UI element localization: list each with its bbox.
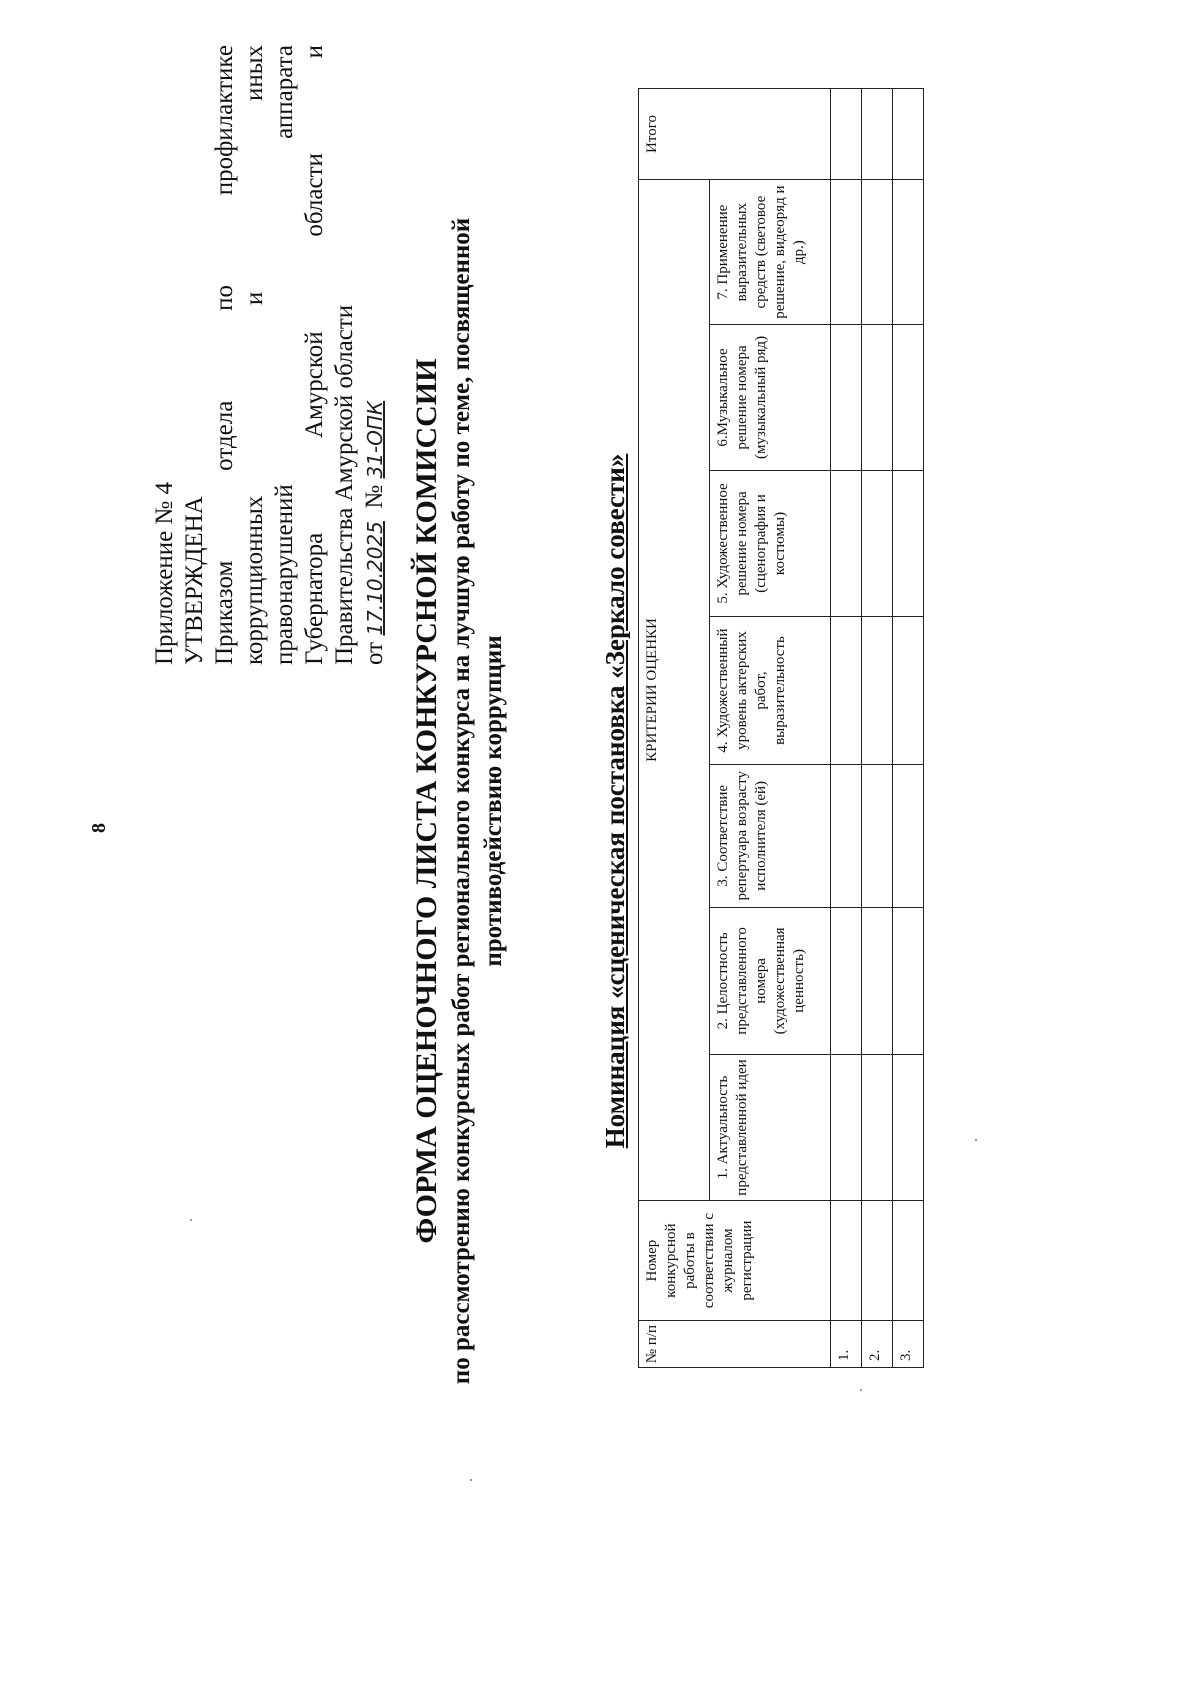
header-registration: Номер конкурсной работы в соответствии с журналом регистрации [639,1201,831,1321]
table-header-row [639,89,710,1368]
approval-line: Правительства Амурской области [331,304,358,665]
header-number: № п/п [639,1321,831,1368]
evaluation-table [638,88,924,1368]
approval-stamp-block [150,45,390,665]
empty-cell [893,470,924,617]
form-title: ФОРМА ОЦЕНОЧНОГО ЛИСТА КОНКУРСНОЙ КОМИССИИ [410,358,443,1244]
criterion-cell: 3. Соответствие репертуара возрасту исполнителя (ей) [710,764,831,907]
header-criteria: КРИТЕРИИ ОЦЕНКИ [639,179,710,1200]
empty-cell [893,764,924,907]
approval-line: Приказом отдела по профилактике [211,45,238,665]
empty-cell [862,907,893,1054]
empty-cell [862,1054,893,1200]
form-title-block [408,151,510,1451]
empty-cell [831,179,862,324]
criterion-cell: 7. Применение выразительных средств (световое решение, видеоряд и др.) [710,179,831,324]
empty-cell [862,325,893,470]
criterion-cell: 1. Актуальность представленной идеи [710,1054,831,1200]
empty-cell [893,89,924,180]
appendix-label: Приложение № 4 [151,481,178,665]
empty-cell [893,1201,924,1321]
approval-date-line [360,45,390,665]
empty-cell [831,325,862,470]
scan-speck [975,1139,977,1141]
form-subtitle-cont: противодействию коррупции [480,635,507,967]
approved-label: УТВЕРЖДЕНА [181,496,208,665]
empty-cell [893,179,924,324]
empty-cell [862,764,893,907]
handwritten-order-number: 31-ОПК [363,400,387,479]
table-criteria-row [710,89,831,1368]
empty-cell [831,1201,862,1321]
scan-speck [470,1479,472,1481]
empty-cell [831,89,862,180]
empty-cell [862,89,893,180]
approval-line: правонарушений аппарата [271,45,298,665]
criterion-cell: 4. Художественный уровень актерских работ, выразительность [710,617,831,764]
criterion-cell: 2. Целостность представленного номера (художественная ценность) [710,907,831,1054]
table-row [893,89,924,1368]
empty-cell [831,617,862,764]
empty-cell [893,1054,924,1200]
handwritten-date: 17.10.2025 [363,521,387,636]
approval-line: Губернатора Амурской области и [301,45,328,665]
number-prefix: № [361,484,388,509]
row-number: 3. [893,1321,924,1368]
empty-cell [893,325,924,470]
empty-cell [893,617,924,764]
header-total: Итого [639,89,831,180]
empty-cell [831,470,862,617]
date-prefix: от [361,641,388,665]
table-row [831,89,862,1368]
scan-speck [190,1219,192,1221]
form-subtitle: по рассмотрению конкурсных работ регионального конкурса на лучшую работу по теме, посвященной [448,217,475,1385]
empty-cell [893,907,924,1054]
empty-cell [831,907,862,1054]
scan-speck [860,1389,862,1391]
empty-cell [862,1201,893,1321]
empty-cell [862,179,893,324]
table-row [862,89,893,1368]
empty-cell [831,764,862,907]
approval-line: коррупционных и иных [241,45,268,665]
empty-cell [862,470,893,617]
criterion-cell: 5. Художественное решение номера (сценография и костюмы) [710,470,831,617]
row-number: 2. [862,1321,893,1368]
empty-cell [831,1054,862,1200]
empty-cell [862,617,893,764]
criterion-cell: 6.Музыкальное решение номера (музыкальный ряд) [710,325,831,470]
row-number: 1. [831,1321,862,1368]
nomination-heading: Номинация «сценическая постановка «Зеркало совести» [600,453,630,1149]
page-number: 8 [88,823,110,833]
